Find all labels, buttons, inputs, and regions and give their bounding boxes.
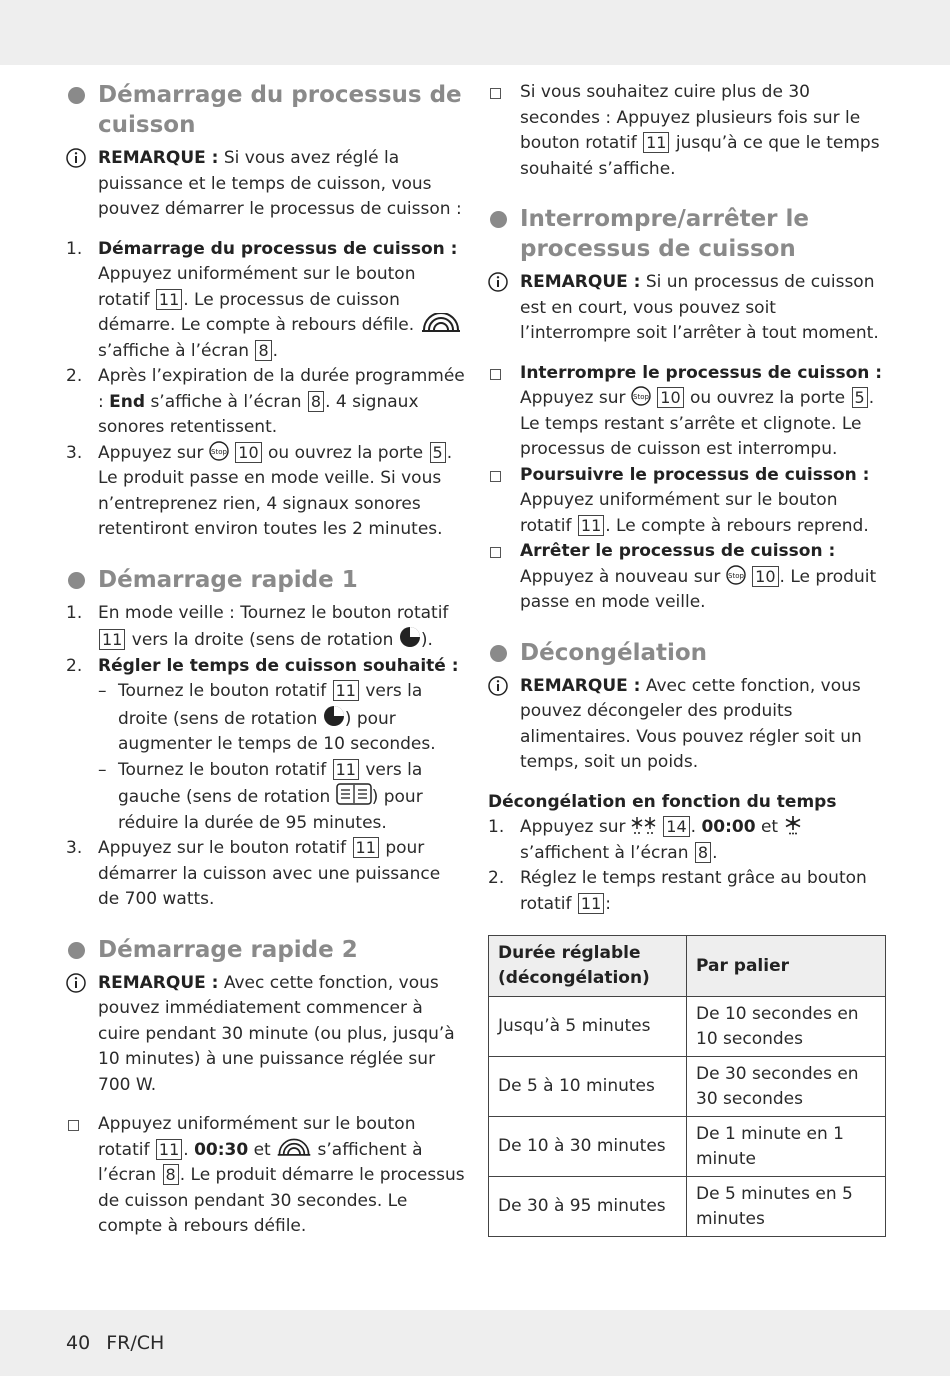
ref-10: 10 [235,442,261,463]
sub-list-item: – Tournez le bouton rotatif 11 vers la gauche (sens de rotation ) pour réduire la durée de 95 minutes. [98,759,423,833]
ref-11: 11 [99,629,125,650]
ref-11: 11 [156,289,182,310]
ref-11: 11 [333,680,359,701]
ref-11: 11 [578,515,604,536]
note-defrost: REMARQUE : Avec cette fonction, vous pouvez décongeler des produits alimentaires. Vous pouvez régler soit un temps, soit un poids. [488,674,888,776]
table-row [489,1117,886,1177]
table-cell: De 10 à 30 minutes [489,1117,687,1177]
checkbox-bullet [490,369,501,380]
sub-list-item: – Tournez le bouton rotatif 11 vers la droite (sens de rotation ) pour augmenter le temps de 10 secondes. [98,681,436,754]
microwave-waves-icon [276,1138,312,1158]
language-code: FR/CH [106,1332,165,1354]
table-header-cell: Par palier [687,936,886,997]
list-item: Si vous souhaitez cuire plus de 30 secondes : Appuyez plusieurs fois sur le bouton rotatif 11 jusqu’à ce que le temps souhaité s’affiche. [488,80,888,182]
table-header-cell: Durée réglable (décongélation) [489,936,687,997]
defrost-icon [336,783,372,805]
bullet-dot [68,572,85,589]
page-number: 40 [66,1332,91,1354]
section-title-quick-start-1: Démarrage rapide 1 [66,565,466,595]
ref-11: 11 [156,1139,182,1160]
section-title-defrost: Décongélation [488,638,888,668]
info-icon [66,973,86,993]
table-cell: De 30 secondes en 30 secondes [687,1057,886,1117]
subsection-title-defrost-time: Décongélation en fonction du temps [488,791,837,812]
ref-8: 8 [308,391,324,412]
list-item: 3. Appuyez sur le bouton rotatif 11 pour démarrer la cuisson avec une puissance de 700 watts. [66,838,441,909]
table-cell: De 5 à 10 minutes [489,1057,687,1117]
info-icon [66,148,86,168]
ref-11: 11 [333,759,359,780]
checkbox-bullet [68,1120,79,1131]
checkbox-bullet [490,88,501,99]
table-cell: De 30 à 95 minutes [489,1177,687,1237]
stop-button-icon [209,441,229,461]
section-title-start-cooking: Démarrage du processus de cuisson [66,80,466,140]
section-title-interrupt: Interrompre/arrêter le processus de cuisson [488,204,888,264]
clockwise-rotation-icon [323,705,345,727]
stop-button-icon [631,386,651,406]
snowflake-icon [784,815,802,835]
table-cell: De 5 minutes en 5 minutes [687,1177,886,1237]
ref-14: 14 [663,816,689,837]
checkbox-bullet [490,547,501,558]
ref-5: 5 [852,387,868,408]
ref-5: 5 [430,442,446,463]
ref-11: 11 [353,837,379,858]
list-item: 2. Réglez le temps restant grâce au bouton rotatif 11 : [488,868,867,914]
list-item: Appuyez uniformément sur le bouton rotatif 11 . 00:30 et s’affichent à l’écran 8 . Le produit démarre le processus de cuisson pendant 30 secondes. Le compte à rebours défile. [66,1112,466,1240]
table-row [489,1177,886,1237]
defrost-icon [631,815,657,835]
list-item: 3. Appuyez sur Stop 10 ou ouvrez la porte 5 . Le produit passe en mode veille. Si vous n’entreprenez rien, 4 signaux sonores retentiront environ toutes les 2 minutes. [66,442,453,539]
table-row [489,1057,886,1117]
left-column [66,80,466,1240]
list-item: 1. En mode veille : Tournez le bouton rotatif 11 vers la droite (sens de rotation ). [66,602,449,650]
ref-11: 11 [578,893,604,914]
list-item: 2. Après l’expiration de la durée programmée : End s’affiche à l’écran 8 . 4 signaux sonores retentissent. [66,366,465,437]
top-band [0,0,950,65]
section-title-quick-start-2: Démarrage rapide 2 [66,935,466,965]
list-item: Arrêter le processus de cuisson : Appuyez à nouveau sur Stop 10 . Le produit passe en mode veille. [488,539,888,616]
info-icon [488,676,508,696]
bullet-dot [490,645,507,662]
bullet-dot [490,211,507,228]
ref-8: 8 [695,842,711,863]
page-footer [66,1332,174,1354]
ref-11: 11 [643,132,669,153]
table-cell: Jusqu’à 5 minutes [489,997,687,1057]
list-item: Poursuivre le processus de cuisson : Appuyez uniformément sur le bouton rotatif 11 . Le compte à rebours reprend. [488,463,888,540]
microwave-waves-icon [420,313,462,333]
list-item: 1. Appuyez sur 14 . 00:00 et s’affichent à l’écran 8 . [488,815,888,866]
table-cell: De 1 minute en 1 minute [687,1117,886,1177]
table-header-row [489,936,886,997]
ref-10: 10 [752,566,778,587]
svg-text:Stop: Stop [632,393,649,401]
right-column [488,80,888,1237]
defrost-time-table [488,935,886,1237]
stop-button-icon [726,565,746,585]
note-interrupt: REMARQUE : Si un processus de cuisson est en court, vous pouvez soit l’interrompre soit l’arrêter à tout moment. [488,270,888,347]
note-start-cooking: REMARQUE : Si vous avez réglé la puissance et le temps de cuisson, vous pouvez démarrer le processus de cuisson : [66,146,466,223]
info-icon [488,272,508,292]
ref-10: 10 [657,387,683,408]
ref-8: 8 [163,1164,179,1185]
table-cell: De 10 secondes en 10 secondes [687,997,886,1057]
svg-text:Stop: Stop [210,447,227,456]
bullet-dot [68,942,85,959]
list-item: Interrompre le processus de cuisson : Appuyez sur Stop 10 ou ouvrez la porte 5 . Le temps restant s’arrête et clignote. Le processus de cuisson est interrompu. [488,361,888,463]
clockwise-rotation-icon [399,626,421,648]
checkbox-bullet [490,471,501,482]
bullet-dot [68,87,85,104]
svg-text:Stop: Stop [727,571,744,580]
ref-8: 8 [255,340,271,361]
list-item: 2. Régler le temps de cuisson souhaité : [66,655,459,676]
table-row [489,997,886,1057]
list-item: 1. Démarrage du processus de cuisson : Appuyez uniformément sur le bouton rotatif 11 . Le processus de cuisson démarre. Le compte à rebours défile. s’affiche à l’écran 8 . [66,237,466,365]
note-quick-start-2: REMARQUE : Avec cette fonction, vous pouvez immédiatement commencer à cuire pendant 30 minute (ou plus, jusqu’à 10 minutes) à une puissance réglée sur 700 W. [66,971,466,1099]
